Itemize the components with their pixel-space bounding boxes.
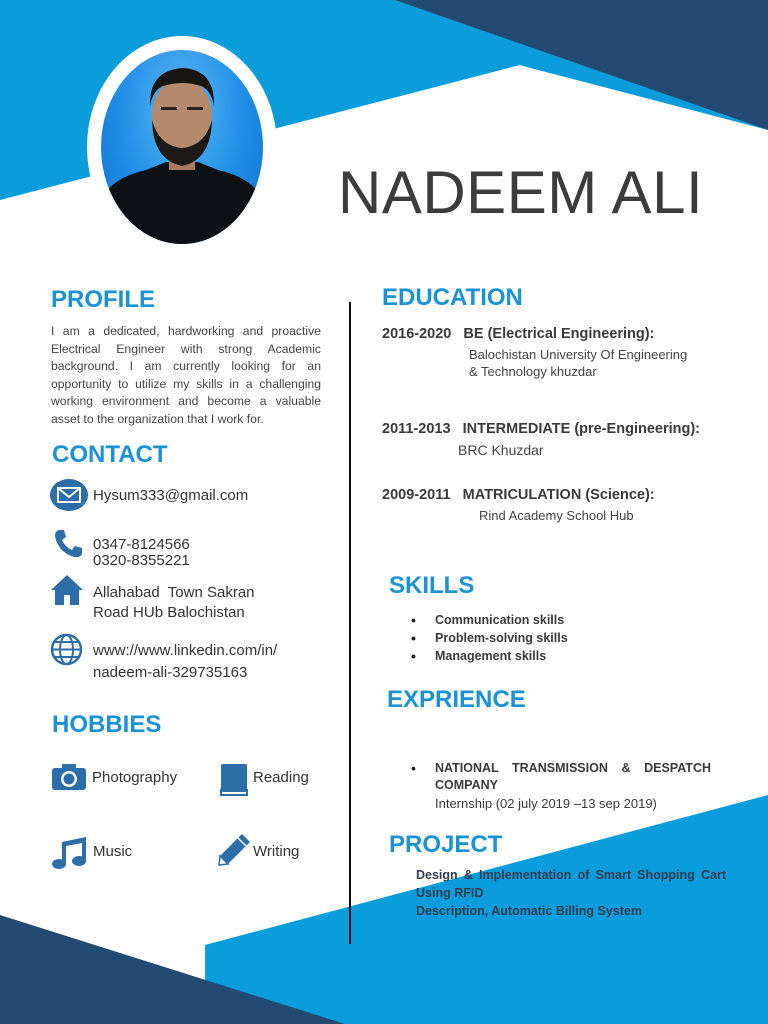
book-icon <box>219 763 249 797</box>
camera-icon <box>51 763 87 791</box>
skill-item: • Management skills <box>411 647 568 665</box>
experience-company: NATIONAL TRANSMISSION & DESPATCH COMPANY <box>435 761 711 792</box>
education-item-intermediate-school: BRC Khuzdar <box>458 442 544 458</box>
phone-numbers <box>93 537 190 569</box>
education-be-line-1: Balochistan University Of Engineering <box>469 347 688 362</box>
phone-line-1[interactable]: 0347-8124566 <box>93 536 190 553</box>
experience-detail: Internship (02 july 2019 –13 sep 2019) <box>435 796 657 811</box>
project-heading: PROJECT <box>389 831 503 858</box>
email-text[interactable]: Hysum333@gmail.com <box>93 487 249 504</box>
experience-item <box>411 760 711 811</box>
hobby-music: Music <box>93 843 133 860</box>
person-silhouette-icon <box>101 50 263 244</box>
phone-line-2[interactable]: 0320-8355221 <box>93 552 190 569</box>
skill-item: • Communication skills <box>411 611 568 629</box>
project-description: Description, Automatic Billing System <box>416 904 642 918</box>
profile-text: I am a dedicated, hardworking and proactive Electrical Engineer with strong Academic background. I am currently looking for an opportunity to utilize my skills in a challenging working environment and become a valuable asset to the organization that I work for. <box>51 324 321 426</box>
pencil-icon <box>216 832 252 866</box>
phone-icon <box>52 528 84 560</box>
website-line-2[interactable]: nadeem-ali-329735163 <box>93 664 248 681</box>
education-item-matric-title: 2009-2011 MATRICULATION (Science): <box>382 487 655 503</box>
skills-list <box>411 611 568 665</box>
candidate-name: NADEEM ALI <box>338 159 704 226</box>
hobbies-heading: HOBBIES <box>52 711 162 738</box>
education-be-line-2: & Technology khuzdar <box>469 364 597 379</box>
home-icon <box>50 574 84 606</box>
website-line-1[interactable]: www://www.linkedin.com/in/ <box>93 642 278 659</box>
education-item-intermediate-title: 2011-2013 INTERMEDIATE (pre-Engineering): <box>382 421 700 437</box>
music-icon <box>51 836 89 870</box>
education-item-be-title: 2016-2020 BE (Electrical Engineering): <box>382 326 655 342</box>
skills-heading: SKILLS <box>389 572 475 599</box>
experience-bullet: • <box>411 760 416 776</box>
envelope-icon <box>50 479 88 511</box>
education-item-be-school <box>469 346 687 380</box>
experience-heading: EXPRIENCE <box>387 686 526 713</box>
column-divider <box>349 302 351 944</box>
website-text <box>93 640 277 684</box>
hobby-writing: Writing <box>253 843 300 860</box>
address-text <box>93 583 255 623</box>
contact-heading: CONTACT <box>52 441 168 468</box>
education-item-matric-school: Rind Academy School Hub <box>479 508 634 523</box>
skill-item: • Problem-solving skills <box>411 629 568 647</box>
hobby-reading: Reading <box>253 769 309 786</box>
project-title: Design & Implementation of Smart Shopping Cart Using RFID <box>416 868 726 900</box>
profile-heading: PROFILE <box>51 286 156 313</box>
education-heading: EDUCATION <box>382 284 523 311</box>
globe-icon <box>50 633 83 666</box>
profile-photo <box>101 50 263 244</box>
address-line-2: Road HUb Balochistan <box>93 604 245 621</box>
address-line-1: Allahabad Town Sakran <box>93 584 255 601</box>
project-item <box>416 866 726 920</box>
hobby-photography: Photography <box>92 769 178 786</box>
